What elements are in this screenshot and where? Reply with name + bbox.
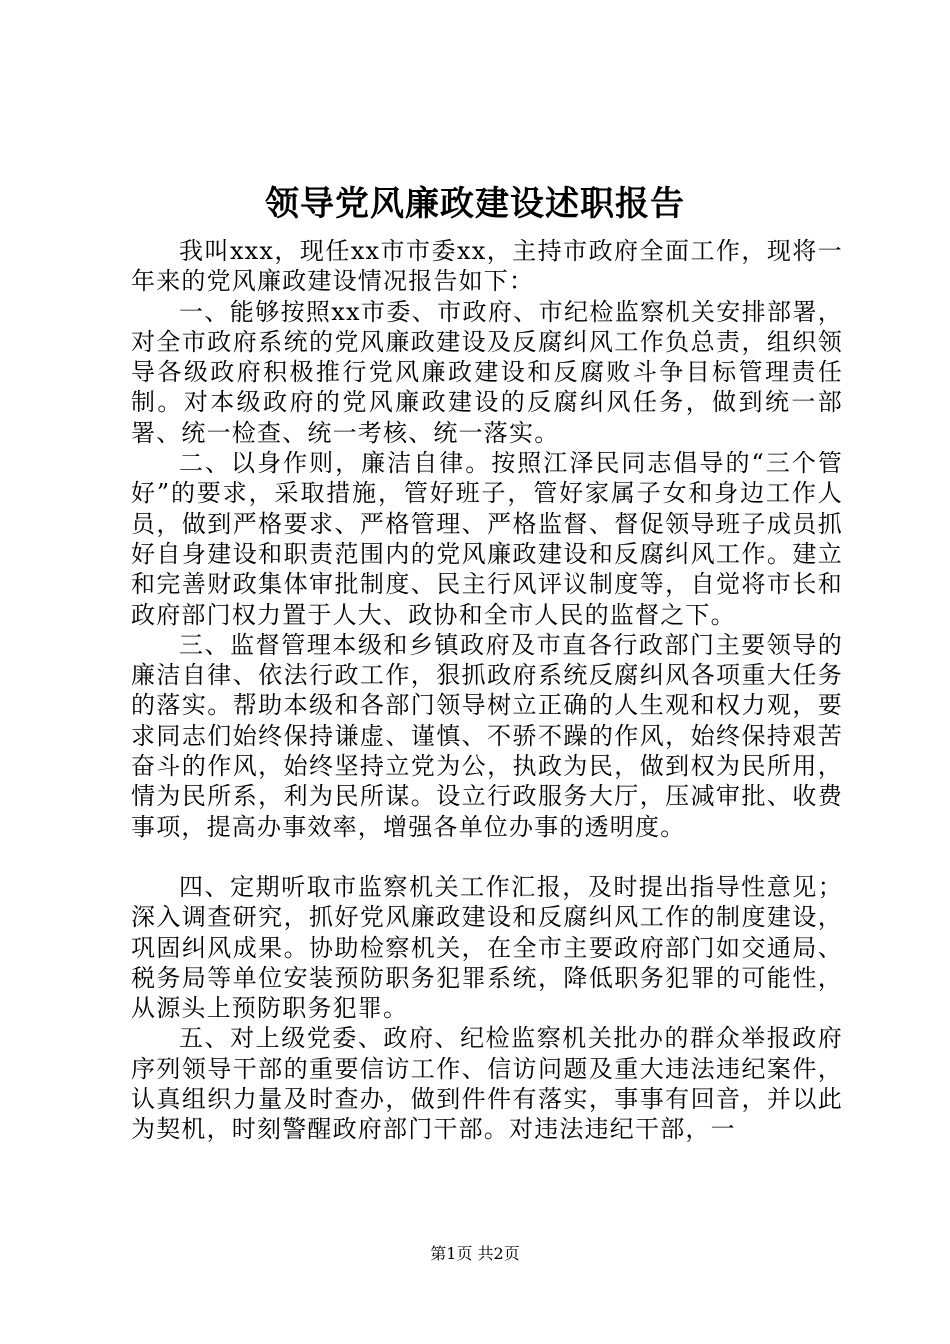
paragraph-item-2: 二、以身作则，廉洁自律。按照江泽民同志倡导的“三个管好”的要求，采取措施，管好班子，管好家属子女和身边工作人员，做到严格要求、严格管理、严格监督、督促领导班子成员抓好自身建设和职责范围内的党风廉政建设和反腐纠风工作。建立和完善财政集体审批制度、民主行风评议制度等，自觉将市长和政府部门权力置于人大、政协和全市人民的监督之下。 xyxy=(131,449,843,629)
paragraph-item-3: 三、监督管理本级和乡镇政府及市直各行政部门主要领导的廉洁自律、依法行政工作，狠抓政府系统反腐纠风各项重大任务的落实。帮助本级和各部门领导树立正确的人生观和权力观，要求同志们始终保持谦虚、谨慎、不骄不躁的作风，始终保持艰苦奋斗的作风，始终坚持立党为公，执政为民，做到权为民所用，情为民所系，利为民所谋。设立行政服务大厅，压减审批、收费事项，提高办事效率，增强各单位办事的透明度。 xyxy=(131,630,843,841)
document-title: 领导党风廉政建设述职报告 xyxy=(265,184,685,224)
paragraph-item-1: 一、能够按照xx市委、市政府、市纪检监察机关安排部署，对全市政府系统的党风廉政建设及反腐纠风工作负总责，组织领导各级政府积极推行党风廉政建设和反腐败斗争目标管理责任制。对本级政府的党风廉政建设的反腐纠风任务，做到统一部署、统一检查、统一考核、统一落实。 xyxy=(131,297,843,447)
document-body xyxy=(131,236,843,1145)
paragraph-item-4: 四、定期听取市监察机关工作汇报，及时提出指导性意见；深入调查研究，抓好党风廉政建设和反腐纠风工作的制度建设，巩固纠风成果。协助检察机关，在全市主要政府部门如交通局、税务局等单位安装预防职务犯罪系统，降低职务犯罪的可能性，从源头上预防职务犯罪。 xyxy=(131,872,843,1023)
page-number-footer: 第1页 共2页 xyxy=(430,1244,520,1263)
paragraph-intro: 我叫xxx，现任xx市市委xx，主持市政府全面工作，现将一年来的党风廉政建设情况报告如下： xyxy=(131,237,843,296)
paragraph-item-5: 五、对上级党委、政府、纪检监察机关批办的群众举报政府序列领导干部的重要信访工作、信访问题及重大违法违纪案件，认真组织力量及时查办，做到件件有落实，事事有回音，并以此为契机，时刻警醒政府部门干部。对违法违纪干部，一 xyxy=(131,1024,843,1144)
